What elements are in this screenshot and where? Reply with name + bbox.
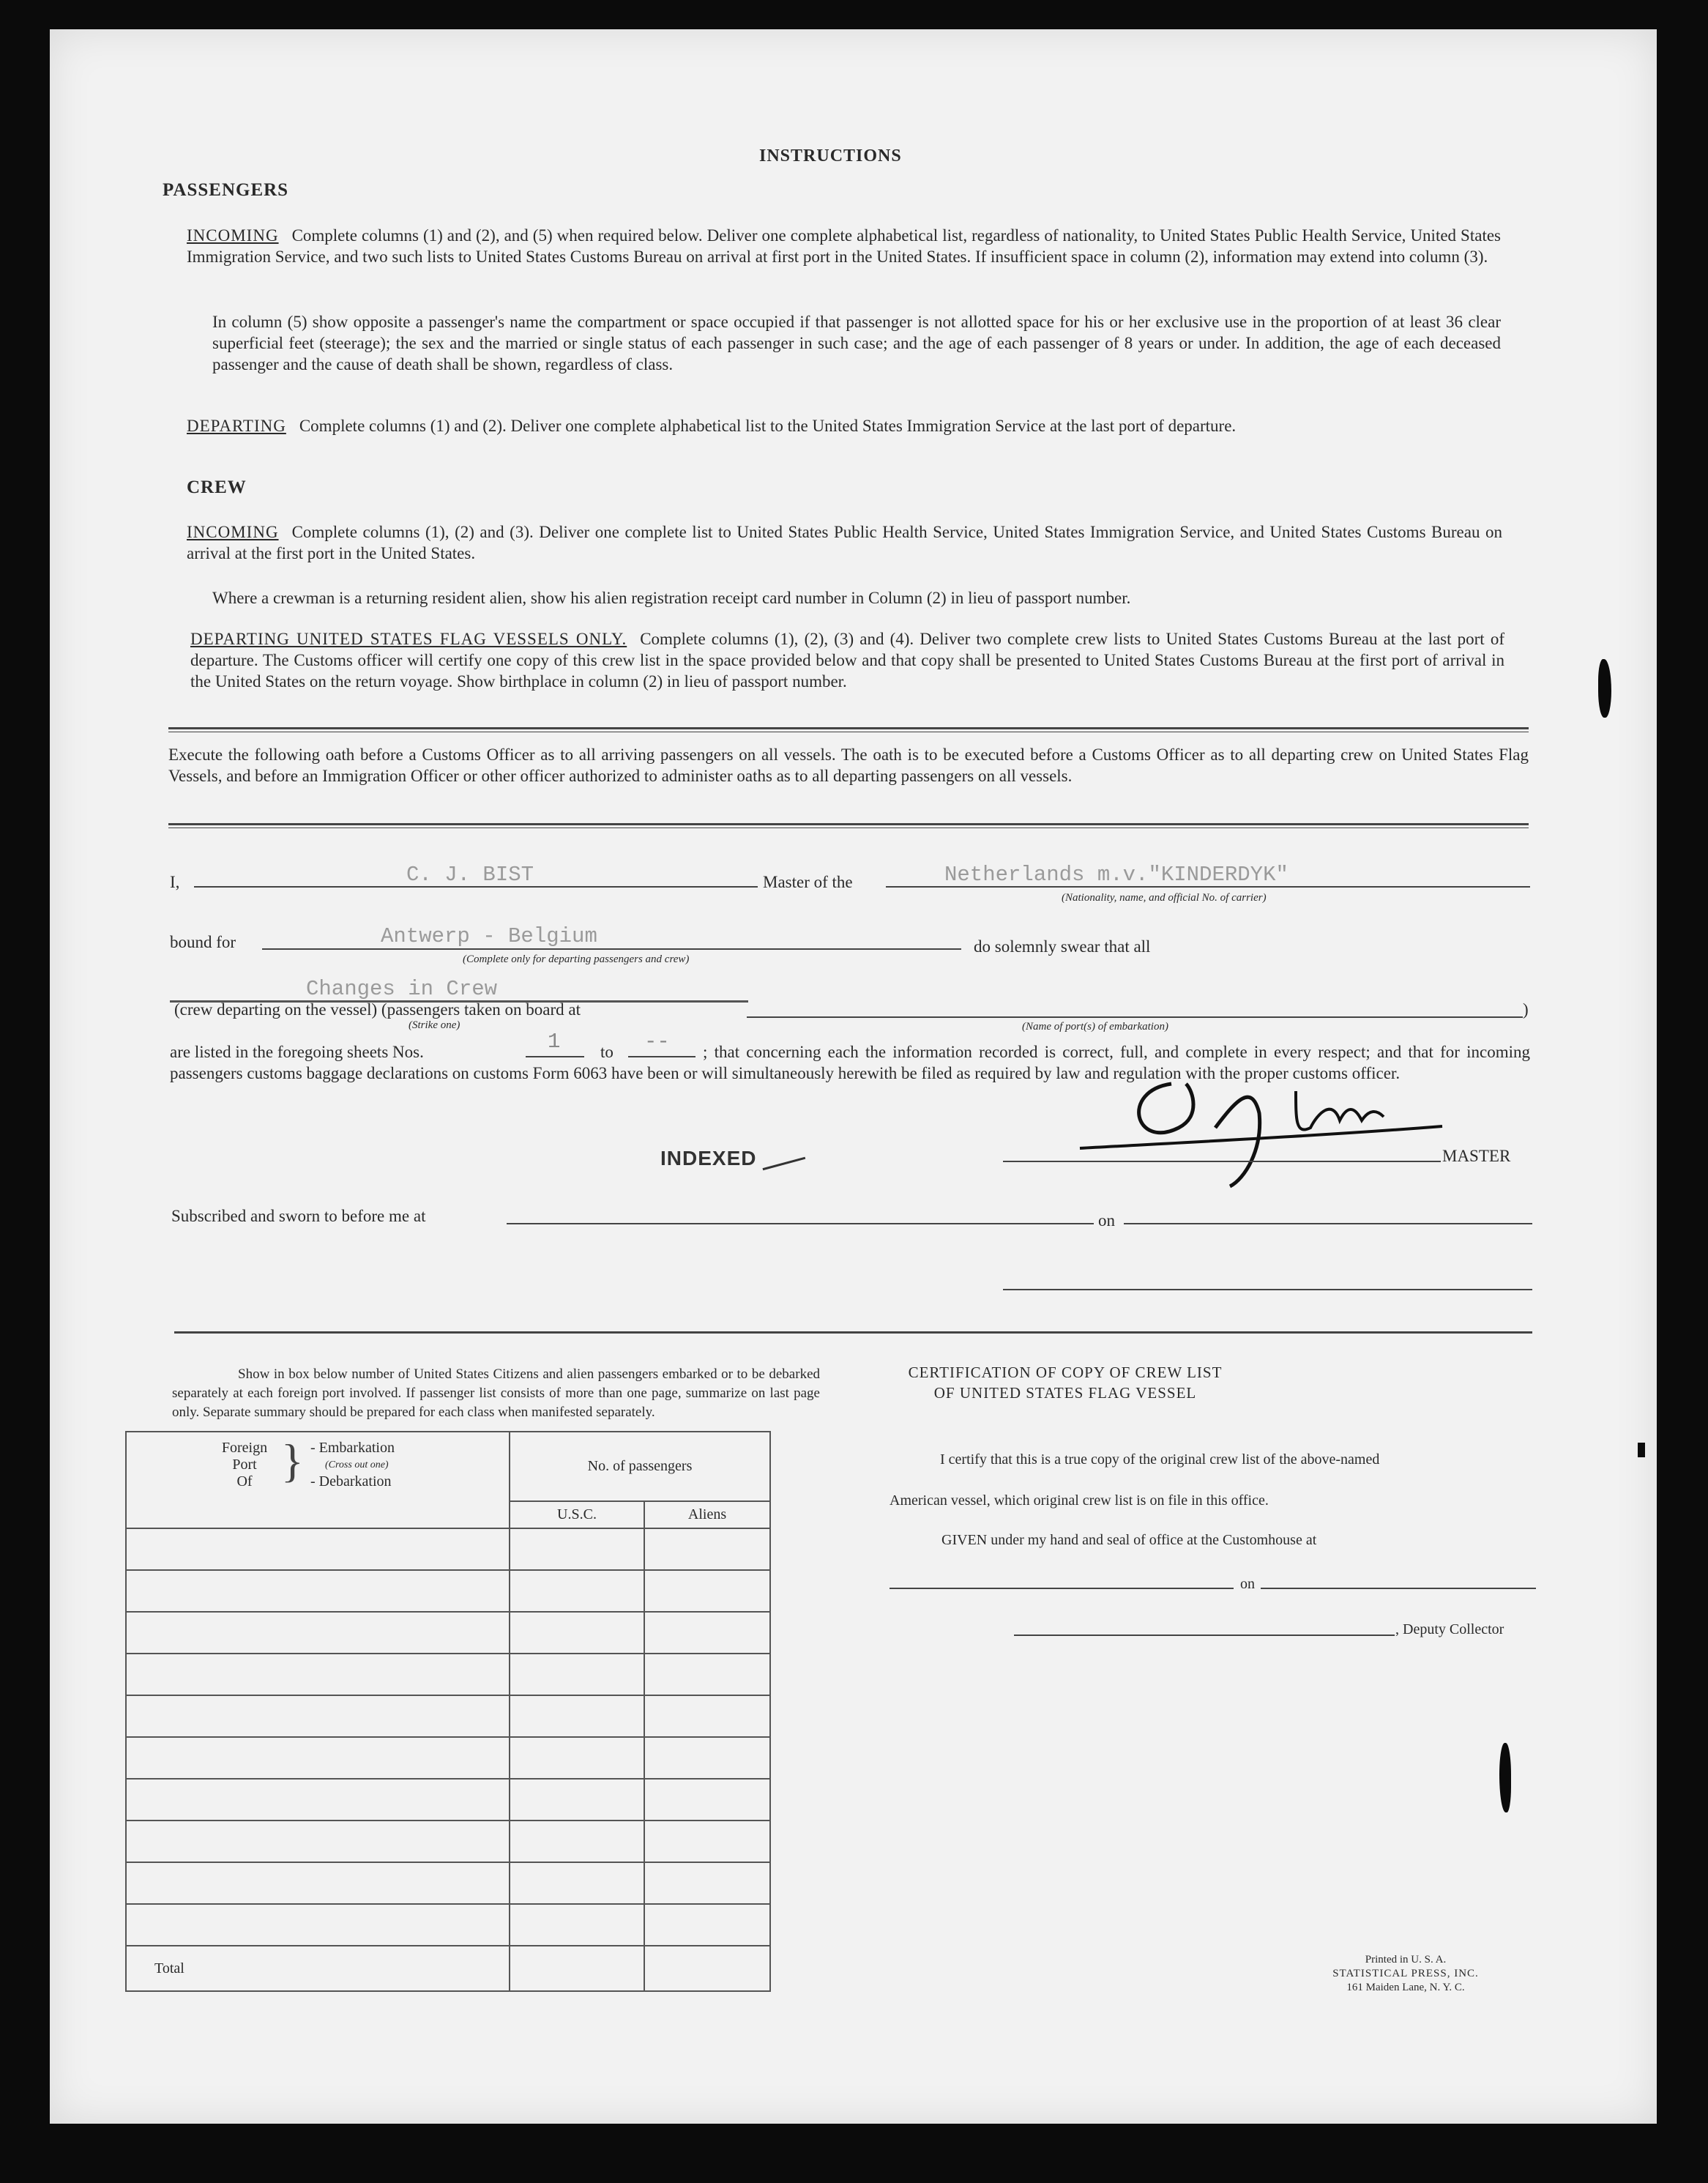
crew-incoming-lead: INCOMING xyxy=(187,523,279,541)
usc-cell[interactable] xyxy=(510,1695,644,1737)
port-label: Port xyxy=(232,1457,257,1473)
usc-cell[interactable] xyxy=(510,1570,644,1612)
vessel-value[interactable]: Netherlands m.v."KINDERDYK" xyxy=(944,863,1289,887)
port-cell[interactable] xyxy=(126,1737,510,1779)
aliens-cell[interactable] xyxy=(644,1821,770,1862)
master-label: MASTER xyxy=(1442,1147,1511,1165)
divider xyxy=(168,727,1529,732)
deputy-collector-label: , Deputy Collector xyxy=(1395,1621,1504,1637)
close-paren: ) xyxy=(1523,1000,1529,1019)
crew-incoming-text xyxy=(187,521,1502,564)
printer-line1: Printed in U. S. A. xyxy=(1365,1954,1447,1966)
usc-cell[interactable] xyxy=(510,1779,644,1821)
sheets-label: are listed in the foregoing sheets Nos. xyxy=(170,1043,424,1061)
master-name-value[interactable]: C. J. BIST xyxy=(406,863,534,887)
passengers-departing-lead: DEPARTING xyxy=(187,417,286,435)
passengers-column5-text: In column (5) show opposite a passenger's name the compartment or space occupied if that passenger is not allotted space for his or her exclusive use in the proportion of at least 36 clear superficial feet (steerage); the sex and the married or single status of each passenger in such case; and the age of each passenger of 8 years or under. In addition, the age of each deceased passenger and the cause of death shall be shown, regardless of class. xyxy=(212,313,1501,373)
usc-cell[interactable] xyxy=(510,1528,644,1570)
divider xyxy=(168,823,1529,828)
customhouse-line xyxy=(890,1588,1234,1589)
changes-in-crew-value[interactable]: Changes in Crew xyxy=(306,977,498,1001)
swear-text: do solemnly swear that all xyxy=(974,937,1151,956)
subscribed-label: Subscribed and sworn to before me at xyxy=(171,1207,426,1225)
page-title: INSTRUCTIONS xyxy=(759,146,902,166)
certification-title xyxy=(890,1362,1534,1403)
total-usc-cell[interactable] xyxy=(510,1946,644,1991)
crew-incoming-body: Complete columns (1), (2) and (3). Deliver one complete list to United States Public Health Service, United States Immigration Service, and United States Customs Bureau on arrival at the first port in the United States. xyxy=(187,523,1502,562)
port-cell[interactable] xyxy=(126,1570,510,1612)
usc-cell[interactable] xyxy=(510,1862,644,1904)
total-label-cell: Total xyxy=(126,1946,510,1991)
passengers-departing-body: Complete columns (1) and (2). Deliver one complete alphabetical list to the United States Immigration Service at the last port of departure. xyxy=(299,417,1237,435)
destination-caption: (Complete only for departing passengers and crew) xyxy=(463,953,690,965)
sheets-text: ; that concerning each the information recorded is correct, full, and complete in every respect; and that for incoming passengers customs baggage declarations on customs Form 6063 have been or will simultaneously herewith be filed as required by law and regulation with the proper customs officer. xyxy=(170,1043,1530,1082)
deputy-signature-line xyxy=(1014,1635,1395,1636)
aliens-header: Aliens xyxy=(644,1501,770,1528)
aliens-cell[interactable] xyxy=(644,1612,770,1654)
passengers-incoming-body: Complete columns (1) and (2), and (5) when required below. Deliver one complete alphabetical list, regardless of nationality, to United States Public Health Service, United States Immigration Service, and two such lists to United States Customs Bureau on arrival at first port in the United States. If insufficient space in column (2), information may extend into column (3). xyxy=(187,226,1501,266)
strike-caption: (Strike one) xyxy=(409,1019,460,1031)
given-text: GIVEN under my hand and seal of office at the Customhouse at xyxy=(941,1532,1317,1548)
debarkation-label: - Debarkation xyxy=(310,1473,392,1490)
bound-for-label: bound for xyxy=(170,933,236,951)
passenger-summary-table xyxy=(125,1431,771,1992)
total-aliens-cell[interactable] xyxy=(644,1946,770,1991)
usc-header: U.S.C. xyxy=(510,1501,644,1528)
passengers-departing-text xyxy=(187,415,1501,436)
embarkation-label: - Embarkation xyxy=(310,1440,395,1456)
certification-title-line2: OF UNITED STATES FLAG VESSEL xyxy=(933,1384,1197,1402)
master-signature xyxy=(1076,1040,1457,1194)
printer-line2: STATISTICAL PRESS, INC. xyxy=(1332,1968,1479,1979)
port-cell[interactable] xyxy=(126,1654,510,1695)
port-cell[interactable] xyxy=(126,1904,510,1946)
certification-on-label: on xyxy=(1240,1576,1255,1592)
foreign-label: Foreign xyxy=(221,1440,268,1456)
passengers-incoming-text xyxy=(187,225,1501,267)
master-signature-line xyxy=(1003,1161,1441,1162)
summary-instructions: Show in box below number of United States Citizens and alien passengers embarked or to be debarked separately at each foreign port involved. If passenger list consists of more than one page, summarize on last page only. Separate summary should be prepared for each class when manifested separately. xyxy=(172,1366,820,1420)
printer-imprint xyxy=(1296,1953,1515,1995)
destination-value[interactable]: Antwerp - Belgium xyxy=(381,924,597,948)
usc-cell[interactable] xyxy=(510,1737,644,1779)
crew-departing-body: Complete columns (1), (2), (3) and (4). Deliver two complete crew lists to United States Customs Bureau at the last port of departure. The Customs officer will certify one copy of this crew list in the space provided below and that copy shall be presented to United States Customs Bureau at the first port of arrival in the United States on the return voyage. Show birthplace in column (2) in lieu of passport number. xyxy=(190,630,1504,691)
usc-cell[interactable] xyxy=(510,1654,644,1695)
port-cell[interactable] xyxy=(126,1695,510,1737)
master-of-label: Master of the xyxy=(763,873,853,891)
officer-signature-line xyxy=(1003,1289,1532,1290)
indexed-stamp xyxy=(660,1141,803,1170)
crew-resident-text: Where a crewman is a returning resident alien, show his alien registration receipt card number in Column (2) in lieu of passport number. xyxy=(212,589,1131,607)
destination-line xyxy=(262,948,961,950)
certify-text: I certify that this is a true copy of the original crew list of the above-named xyxy=(940,1451,1380,1468)
ink-spot xyxy=(1638,1443,1645,1457)
aliens-cell[interactable] xyxy=(644,1904,770,1946)
subscribed-date-line xyxy=(1124,1223,1532,1224)
aliens-cell[interactable] xyxy=(644,1528,770,1570)
crew-heading: CREW xyxy=(187,477,247,497)
usc-cell[interactable] xyxy=(510,1904,644,1946)
sheet-to-value[interactable]: -- xyxy=(644,1030,670,1054)
port-cell[interactable] xyxy=(126,1779,510,1821)
to-label: to xyxy=(600,1043,614,1061)
usc-cell[interactable] xyxy=(510,1821,644,1862)
passengers-incoming-lead: INCOMING xyxy=(187,226,279,245)
port-line xyxy=(747,1016,1523,1018)
port-cell[interactable] xyxy=(126,1528,510,1570)
certification-title-line1: CERTIFICATION OF COPY OF CREW LIST xyxy=(908,1364,1223,1381)
port-cell[interactable] xyxy=(126,1862,510,1904)
port-cell[interactable] xyxy=(126,1821,510,1862)
ink-spot xyxy=(1499,1743,1511,1812)
crew-departing-lead: DEPARTING UNITED STATES FLAG VESSELS ONLY. xyxy=(190,630,627,648)
of-label: Of xyxy=(236,1473,253,1490)
aliens-cell[interactable] xyxy=(644,1737,770,1779)
indexed-stamp-text: INDEXED xyxy=(660,1147,757,1169)
usc-cell[interactable] xyxy=(510,1612,644,1654)
port-header-cell xyxy=(126,1432,510,1528)
sheet-from-value[interactable]: 1 xyxy=(548,1030,561,1054)
indexed-initial-mark xyxy=(757,1136,805,1170)
port-caption: (Name of port(s) of embarkation) xyxy=(1022,1021,1168,1033)
vessel-text: American vessel, which original crew list is on file in this office. xyxy=(890,1492,1269,1509)
aliens-cell[interactable] xyxy=(644,1695,770,1737)
divider xyxy=(174,1331,1532,1334)
subscribed-place-line xyxy=(507,1223,1094,1224)
strike-through-line xyxy=(170,1000,748,1003)
port-cell[interactable] xyxy=(126,1612,510,1654)
brace-icon: } xyxy=(281,1435,304,1487)
aliens-cell[interactable] xyxy=(644,1779,770,1821)
oath-i-label: I, xyxy=(170,873,180,891)
crew-departing-text xyxy=(190,628,1504,692)
num-passengers-header: No. of passengers xyxy=(510,1432,770,1501)
passengers-heading: PASSENGERS xyxy=(163,180,289,200)
aliens-cell[interactable] xyxy=(644,1862,770,1904)
vessel-caption: (Nationality, name, and official No. of carrier) xyxy=(1062,892,1267,904)
printer-line3: 161 Maiden Lane, N. Y. C. xyxy=(1346,1982,1465,1993)
strike-options: (crew departing on the vessel) (passengers taken on board at xyxy=(174,1000,581,1019)
certification-date-line xyxy=(1261,1588,1536,1589)
subscribed-on-label: on xyxy=(1098,1211,1115,1230)
cross-caption: (Cross out one) xyxy=(325,1459,389,1470)
aliens-cell[interactable] xyxy=(644,1654,770,1695)
oath-intro: Execute the following oath before a Customs Officer as to all arriving passengers on all vessels. The oath is to be executed before a Customs Officer as to all departing crew on United States Flag Vessels, and before an Immigration Officer or other officer authorized to administer oaths as to all departing passengers on all vessels. xyxy=(168,745,1529,785)
aliens-cell[interactable] xyxy=(644,1570,770,1612)
